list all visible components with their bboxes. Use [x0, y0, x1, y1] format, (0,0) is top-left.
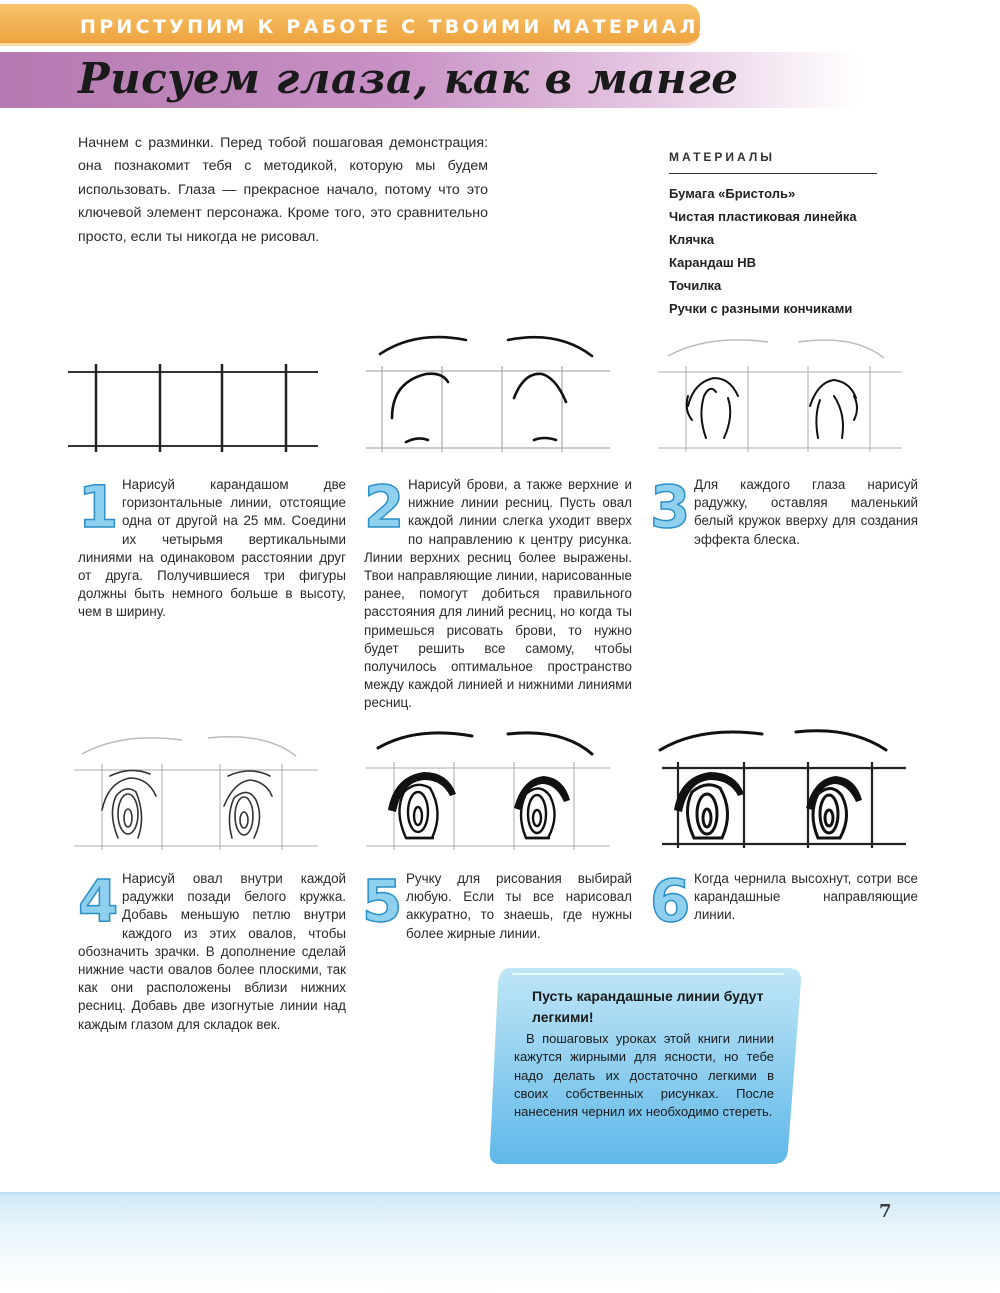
step-text: Нарисуй брови, а также верхние и нижние линии ресниц. Пусть овал каждой линии слегка уходит вверх по направлению к центру рисунка. Линии верхних ресниц более выражены. Твои направляющие линии, нарисованные ранее, помогут добиться правильного расстояния для линий ресниц, но когда ты примешься рисовать брови, то нужно будет решить все самому, чтобы получилось оптимальное пространство между каждой линией и нижними линиями ресниц.: [364, 477, 632, 711]
materials-box: [669, 150, 877, 320]
tip-box: [488, 966, 804, 1166]
section-kicker: ПРИСТУПИМ К РАБОТЕ С ТВОИМИ МАТЕРИАЛАМИ: [80, 16, 759, 38]
page-footer: [0, 1192, 1000, 1293]
step-text: Для каждого глаза нарисуй радужку, оставляя маленький белый кружок вверху для создания эффекта блеска.: [694, 477, 918, 547]
step-number-badge: [78, 867, 122, 935]
materials-item: Точилка: [669, 278, 722, 293]
step-6-drawing: [650, 718, 910, 852]
step-3: [650, 473, 918, 549]
step-number: 1: [78, 473, 119, 541]
tip-body: В пошаговых уроках этой книги линии кажутся жирными для ясности, но тебе надо делать их достаточно легкими в своих собственных рисунках. После нанесения чернил их необходимо стереть.: [514, 1031, 774, 1120]
materials-item: Карандаш HB: [669, 255, 757, 270]
materials-list: [669, 182, 877, 320]
step-number-badge: [650, 867, 694, 935]
step-5-drawing: [366, 722, 616, 856]
step-1-drawing: [66, 360, 322, 456]
step-text: Нарисуй овал внутри каждой радужки позади белого кружка. Добавь меньшую петлю внутри каждого из этих овалов, чтобы обозначить зрачки. В дополнение сделай нижние части овалов более плоскими, так как они расположены вблизи нижних ресниц. Добавь две изогнутые линии над каждым глазом для складок век.: [78, 871, 346, 1032]
page-number: 7: [879, 1201, 892, 1222]
page-title: Рисуем глаза, как в манге: [78, 54, 739, 103]
step-text: Ручку для рисования выбирай любую. Если ты все нарисовал аккуратно, то знаешь, где нужны более жирные линии.: [406, 871, 632, 941]
step-number: 5: [362, 867, 403, 935]
step-6: [650, 867, 918, 935]
step-number-badge: [78, 473, 122, 541]
step-2-drawing: [366, 326, 616, 456]
step-4-drawing: [74, 726, 324, 856]
step-text: Нарисуй карандашом две горизонтальные линии, отстоящие одна от другой на 25 мм. Соедини их четырьмя вертикальными линиями на одинаковом расстоянии друг от друга. Получившиеся три фигуры должны быть немного больше в высоту, чем в ширину.: [78, 477, 346, 620]
materials-item: Клячка: [669, 232, 715, 247]
step-number: 3: [650, 473, 691, 541]
materials-heading: МАТЕРИАЛЫ: [669, 150, 877, 174]
footer-divider: [0, 1192, 1000, 1195]
step-number-badge: [364, 473, 408, 541]
step-3-drawing: [658, 326, 908, 456]
step-number-badge: [650, 473, 694, 541]
materials-item: Чистая пластиковая линейка: [669, 209, 857, 224]
intro-paragraph: Начнем с разминки. Перед тобой пошаговая демонстрация: она познакомит тебя с методикой, которую мы будем использовать. Глаза — прекрасное начало, потому что это ключевой элемент персонажа. Кроме того, это сравнительно просто, если ты никогда не рисовал.: [78, 135, 488, 245]
step-number: 6: [650, 867, 691, 935]
step-4: [78, 867, 346, 1034]
step-1: [78, 473, 346, 622]
section-banner: [0, 4, 759, 46]
step-number: 4: [78, 867, 119, 935]
step-number: 2: [364, 473, 405, 541]
step-2: [364, 473, 632, 713]
step-text: Когда чернила высохнут, сотри все карандашные направляющие линии.: [694, 871, 918, 923]
step-5: [362, 867, 632, 943]
tip-heading: Пусть карандашные линии будут легкими!: [532, 988, 764, 1025]
step-number-badge: [362, 867, 406, 935]
materials-item: Ручки с разными кончиками: [669, 301, 853, 316]
materials-item: Бумага «Бристоль»: [669, 186, 796, 201]
